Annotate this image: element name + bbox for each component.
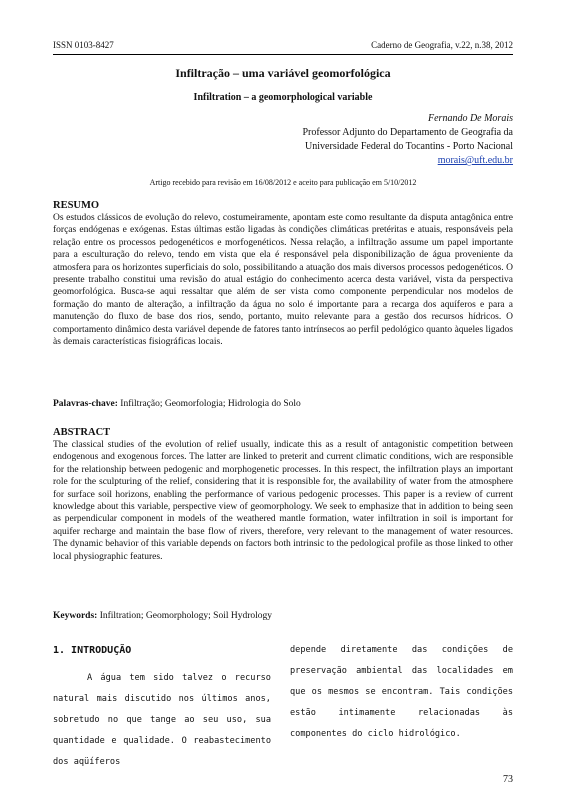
page-number: 73 xyxy=(503,774,513,785)
article-title: Infiltração – uma variável geomorfológica xyxy=(175,66,391,80)
intro-heading: 1. INTRODUÇÃO xyxy=(53,645,132,656)
running-header xyxy=(53,40,513,50)
palavras-chave xyxy=(53,399,513,409)
header-divider xyxy=(53,54,513,55)
keywords-label: Keywords: xyxy=(53,611,98,621)
author-affiliation-line1: Professor Adjunto do Departamento de Geografia da xyxy=(302,127,513,138)
article-subtitle: Infiltration – a geomorphological variable xyxy=(193,92,373,103)
resumo-heading: RESUMO xyxy=(53,200,100,211)
keywords xyxy=(53,611,513,621)
keywords-values: Infiltration; Geomorphology; Soil Hydrology xyxy=(99,611,273,621)
palavras-chave-values: Infiltração; Geomorfologia; Hidrologia do Solo xyxy=(120,399,301,409)
intro-right-paragraph: depende diretamente das condições de preservação ambiental das localidades em que os mesmos se encontram. Tais condições estão intimamente relacionadas às componentes do ciclo hidrológico. xyxy=(290,645,513,739)
author-affiliation-line2: Universidade Federal do Tocantins - Porto Nacional xyxy=(305,141,513,152)
intro-right-column xyxy=(290,640,513,745)
journal-citation: Caderno de Geografia, v.22, n.38, 2012 xyxy=(371,40,513,50)
received-note: Artigo recebido para revisão em 16/08/2012 e aceito para publicação em 5/10/2012 xyxy=(149,178,417,187)
intro-left-column xyxy=(53,668,271,773)
author-email-link[interactable]: morais@uft.edu.br xyxy=(437,155,513,166)
palavras-chave-label: Palavras-chave: xyxy=(53,399,118,409)
intro-left-paragraph: A água tem sido talvez o recurso natural mais discutido nos últimos anos, sobretudo no que tange ao seu uso, sua quantidade e qualidade. O reabastecimento dos aqüíferos xyxy=(53,673,271,767)
resumo-text: Os estudos clássicos de evolução do relevo, costumeiramente, apontam este como resultante da disputa antagônica entre forças endógenas e exógenas. Estas últimas estão ligadas às condições climáticas pretéritas e atuais, responsáveis pela relação entre os processos pedogenéticos e morfogenéticos. Nessa relação, a infiltração assume um papel importante para a esculturação do relevo, tendo em vista que ela é responsável pela disponibilização de água proveniente da atmosfera para os horizontes superficiais do solo, possibilitando a atuação dos mais diversos processos pedogenéticos. O presente trabalho constitui uma revisão do atual estágio do conhecimento acerca desta variável, vista da perspectiva geomorfológica. Busca-se aqui ressaltar que além de ser vista como componente perpendicular nos modelos de formação do manto de alteração, a infiltração da água no solo é importante para a recarga dos aquíferos e para a manutenção do fluxo de base dos rios, sendo, portanto, muito relevante para a gestão dos recursos hídricos. O comportamento dinâmico desta variável depende de fatores tanto intrínsecos ao perfil pedológico quanto àqueles ligados às demais características fisiográficas locais. xyxy=(53,213,513,348)
author-name: Fernando De Morais xyxy=(428,113,513,124)
abstract-text: The classical studies of the evolution of relief usually, indicate this as a result of antagonistic competition between endogenous and exogenous forces. The latter are linked to preterit and current climatic conditions, wich are responsible for the relationship between pedogenic and morphogenetic processes. In this respect, the infiltration plays an important role for the sculpturing of the relief, considering that it is responsible for, the availability of water from the atmosphere for surface soil horizons, enabling the performance of various pedogenic processes. This paper is a review of current knowledge about this variable, perspective view of geomorphology. We seek to emphasize that in addition to being seen as perpendicular component in models of the weathered mantle formation, water infiltration in soil is important for aquifer recharge and maintain the base flow of rivers, therefore, very relevant to the management of water resources. The dynamic behavior of this variable depends on factors both intrinsic to the pedological profile as those linked to other local physiographic features. xyxy=(53,440,513,562)
issn-text: ISSN 0103-8427 xyxy=(53,40,114,50)
abstract-heading: ABSTRACT xyxy=(53,427,111,438)
